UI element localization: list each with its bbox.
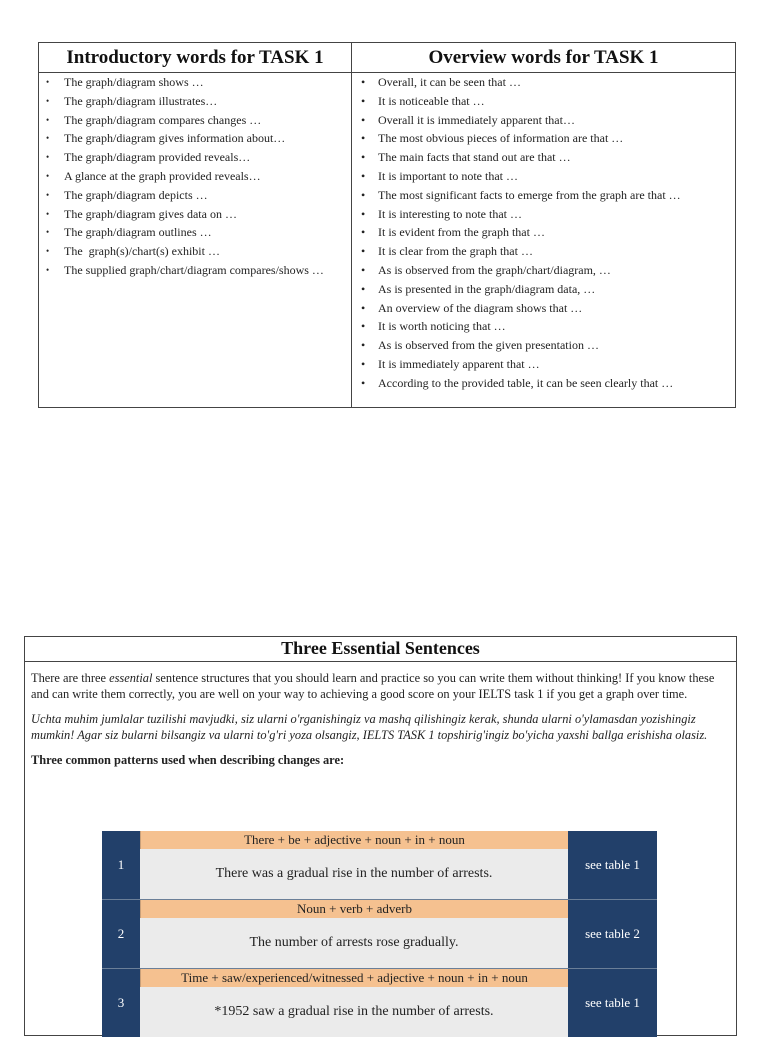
pattern-formula: There + be + adjective + noun + in + noun [140,831,568,849]
overview-words-list [352,73,735,393]
intro-words-heading: Introductory words for TASK 1 [39,43,352,72]
bullet-icon: • [361,168,366,183]
overview-phrase: It is worth noticing that … [378,319,506,334]
emphasis-word: essential [109,671,153,685]
pattern-number: 2 [102,900,140,968]
list-item [352,92,735,111]
overview-phrase: It is clear from the graph that … [378,244,533,259]
intro-phrase: The graph/diagram provided reveals… [64,150,251,165]
bullet-icon: • [361,150,366,165]
bullet-icon: • [361,262,366,277]
bullet-icon: • [46,133,50,144]
bullet-icon: • [46,189,50,200]
overview-phrase: It is interesting to note that … [378,206,522,221]
overview-phrase: As is presented in the graph/diagram data, … [378,281,596,296]
intro-phrase: The graph/diagram gives data on … [64,206,237,221]
list-item [352,374,735,393]
overview-phrase: It is noticeable that … [378,93,485,108]
bullet-icon: • [46,246,50,257]
table-row [102,831,657,899]
overview-phrase: As is observed from the graph/chart/diagram, … [378,262,611,277]
intro-text-end: sentence structures that you should learn and practice so you can write them without thinking! If you know these and can write them correctly, you are well on your way to achieving a good score on your IELTS task 1 if you get a graph over time. [31,671,715,701]
list-item [39,242,351,261]
list-item [39,261,351,280]
intro-phrase: The graph/diagram depicts … [64,187,208,202]
bullet-icon: • [46,264,50,275]
overview-phrase: It is important to note that … [378,168,518,183]
table-row [102,968,657,1037]
overview-phrase: According to the provided table, it can be seen clearly that … [378,375,674,390]
bullet-icon: • [361,112,366,127]
list-item [352,355,735,374]
pattern-example: *1952 saw a gradual rise in the number of arrests. [140,987,568,1037]
overview-words-cell [352,73,735,407]
task1-words-table [38,42,736,408]
bullet-icon: • [361,75,366,89]
words-table-body [39,73,735,407]
bullet-icon: • [46,170,50,181]
overview-phrase: An overview of the diagram shows that … [378,300,583,315]
list-item [352,317,735,336]
list-item [352,261,735,280]
intro-text-start: There are three [31,671,110,685]
words-table-header [39,43,735,73]
list-item [352,299,735,318]
overview-phrase: Overall, it can be seen that … [378,75,521,89]
pattern-reference: see table 1 [568,831,657,899]
pattern-example: The number of arrests rose gradually. [140,918,568,968]
pattern-body [140,900,568,968]
list-item [352,167,735,186]
overview-phrase: Overall it is immediately apparent that… [378,112,575,127]
essential-sentences-title: Three Essential Sentences [25,637,736,662]
list-item [39,205,351,224]
list-item [352,186,735,205]
list-item [352,129,735,148]
bullet-icon: • [361,206,366,221]
intro-phrase: The graph/diagram shows … [64,75,204,89]
pattern-formula: Noun + verb + adverb [140,900,568,918]
intro-phrase: The graph/diagram compares changes … [64,112,262,127]
pattern-example: There was a gradual rise in the number of arrests. [140,849,568,899]
bullet-icon: • [361,375,366,390]
overview-phrase: It is immediately apparent that … [378,356,540,371]
bullet-icon: • [361,300,366,315]
list-item [352,73,735,92]
intro-words-cell [39,73,352,407]
pattern-body [140,831,568,899]
bullet-icon: • [361,281,366,296]
table-row [102,899,657,968]
intro-phrase: The graph/diagram gives information about… [64,131,286,146]
bullet-icon: • [361,187,366,202]
overview-phrase: As is observed from the given presentation … [378,338,599,353]
bullet-icon: • [361,225,366,240]
list-item [352,223,735,242]
intro-words-list [39,73,351,280]
list-item [352,205,735,224]
list-item [39,73,351,92]
list-item [39,223,351,242]
bullet-icon: • [46,227,50,238]
list-item [39,129,351,148]
list-item [39,111,351,130]
bullet-icon: • [46,95,50,106]
intro-phrase: The graph/diagram outlines … [64,225,212,240]
intro-phrase: The graph(s)/chart(s) exhibit … [64,244,220,259]
intro-phrase: A glance at the graph provided reveals… [64,168,261,183]
list-item [352,111,735,130]
bullet-icon: • [361,131,366,146]
bullet-icon: • [46,152,50,163]
intro-phrase: The graph/diagram illustrates… [64,93,218,108]
essential-sentences-content [25,662,736,769]
pattern-number: 1 [102,831,140,899]
list-item [352,148,735,167]
intro-paragraph-uz: Uchta muhim jumlalar tuzilishi mavjudki, siz ularni o'rganishingiz va mashq qilishingiz kerak, shunda ularni o'ylamasdan yozishingiz mumkin! Agar siz bularni bilsangiz va ularni to'g'ri yoza olsangiz, IELTS TASK 1 topshirig'ingiz bo'yicha yaxshi ballga erishisha olasiz. [31,712,708,742]
bullet-icon: • [361,356,366,371]
intro-phrase: The supplied graph/chart/diagram compares/shows … [64,262,324,277]
list-item [39,167,351,186]
list-item [352,336,735,355]
bullet-icon: • [361,93,366,108]
bullet-icon: • [361,244,366,259]
intro-paragraph-en [31,671,730,702]
pattern-body [140,969,568,1037]
bullet-icon: • [361,338,366,353]
list-item [39,186,351,205]
pattern-reference: see table 1 [568,969,657,1037]
bullet-icon: • [46,77,50,87]
list-item [39,148,351,167]
patterns-table [102,831,657,1037]
bullet-icon: • [46,208,50,219]
overview-phrase: It is evident from the graph that … [378,225,545,240]
overview-words-heading: Overview words for TASK 1 [428,47,659,68]
bullet-icon: • [46,114,50,125]
overview-phrase: The main facts that stand out are that … [378,150,571,165]
list-item [352,280,735,299]
list-item [352,242,735,261]
patterns-lead: Three common patterns used when describing changes are: [31,753,345,767]
pattern-formula: Time + saw/experienced/witnessed + adjective + noun + in + noun [140,969,568,987]
list-item [39,92,351,111]
bullet-icon: • [361,319,366,334]
overview-phrase: The most obvious pieces of information are that … [378,131,624,146]
pattern-reference: see table 2 [568,900,657,968]
pattern-number: 3 [102,969,140,1037]
overview-phrase: The most significant facts to emerge from the graph are that … [378,187,681,202]
